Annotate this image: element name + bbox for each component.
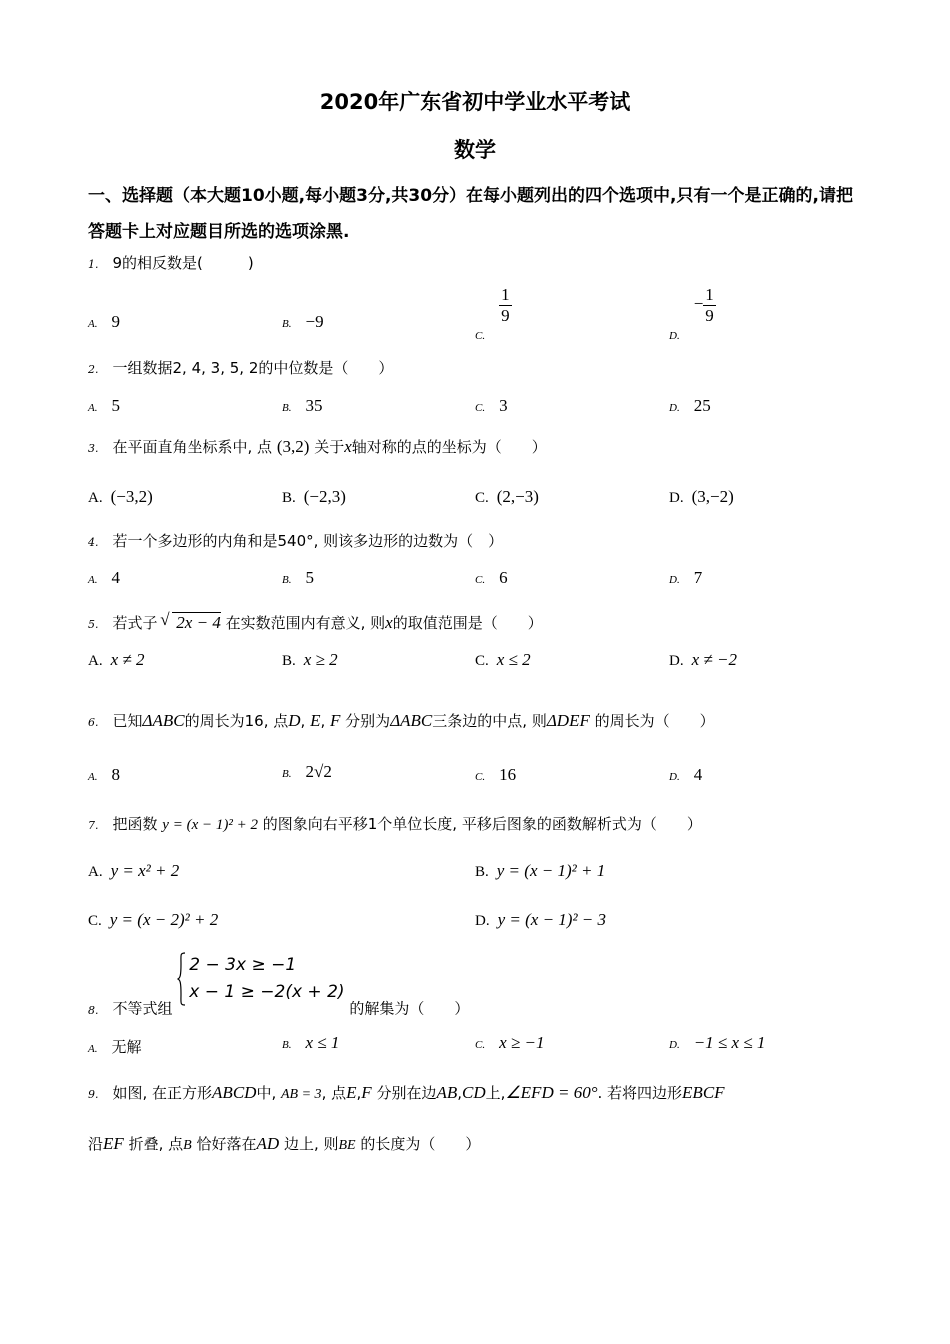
left-brace-icon bbox=[177, 952, 186, 1006]
q6-option-a[interactable]: A. 8 bbox=[88, 765, 120, 784]
q8-option-b[interactable]: B. x ≤ 1 bbox=[282, 1033, 340, 1052]
fraction-neg-one-ninth: $\frac{1}{9}$ bbox=[705, 285, 714, 325]
question-9-line-1: 9. 如图, 在正方形ABCD中, AB = 3, 点E,F 分别在边AB,CD上,∠EFD = 60°. 若将四边形EBCF bbox=[88, 1083, 725, 1102]
fraction-one-ninth: $\frac{1}{9}$ bbox=[501, 285, 510, 325]
q2-option-d[interactable]: D. 25 bbox=[669, 396, 711, 415]
q2-option-b[interactable]: B. 35 bbox=[282, 396, 323, 415]
q1-option-d[interactable]: $_{D.}$− $\frac{1}{9}$ bbox=[669, 285, 714, 342]
question-stem: 9的相反数是( ) bbox=[112, 254, 254, 272]
question-3: 3. 在平面直角坐标系中, 点 (3,2) 关于x轴对称的点的坐标为（ ） bbox=[88, 437, 547, 456]
q5-option-d[interactable]: D. x ≠ −2 bbox=[669, 650, 737, 669]
inequality-system: 2 − 3x ≥ −1 x − 1 ≥ −2(x + 2) bbox=[177, 952, 344, 1006]
q7-option-d[interactable]: D. y = (x − 1)² − 3 bbox=[475, 910, 607, 929]
question-5: 5. 若式子 √ 2x − 4 在实数范围内有意义, 则x的取值范围是（ ） bbox=[88, 610, 543, 632]
q3-option-a[interactable]: A. (−3,2) bbox=[88, 487, 153, 506]
q2-option-a[interactable]: A. 5 bbox=[88, 396, 120, 415]
q3-option-c[interactable]: C. (2,−3) bbox=[475, 487, 539, 506]
q8-option-c[interactable]: C. x ≥ −1 bbox=[475, 1033, 545, 1052]
q1-option-c[interactable]: $_{C.}$ $\frac{1}{9}$ bbox=[475, 285, 510, 342]
q7-option-a[interactable]: A. y = x² + 2 bbox=[88, 861, 180, 880]
question-8: $_{8.}$ 不等式组 2 − 3x ≥ −1 x − 1 ≥ −2(x + 2) 的解集为（ ） bbox=[88, 952, 469, 1019]
q3-option-b[interactable]: B. (−2,3) bbox=[282, 487, 346, 506]
q7-option-c[interactable]: C. y = (x − 2)² + 2 bbox=[88, 910, 219, 929]
question-6: 6. 已知ΔABC的周长为16, 点D, E, F 分别为ΔABC三条边的中点, 则ΔDEF 的周长为（ ） bbox=[88, 711, 715, 730]
question-4: 4. 若一个多边形的内角和是540°, 则该多边形的边数为（ ） bbox=[88, 532, 504, 550]
q8-option-a[interactable]: A. 无解 bbox=[88, 1038, 142, 1056]
exam-title: 2020年广东省初中学业水平考试 bbox=[319, 90, 631, 114]
q6-option-d[interactable]: D. 4 bbox=[669, 765, 703, 784]
q4-option-b[interactable]: B. 5 bbox=[282, 568, 314, 587]
q5-option-b[interactable]: B. x ≥ 2 bbox=[282, 650, 338, 669]
question-9-line-2: 沿EF 折叠, 点B 恰好落在AD 边上, 则BE 的长度为（ ） bbox=[88, 1134, 481, 1153]
question-2: 2. 一组数据2, 4, 3, 5, 2的中位数是（ ） bbox=[88, 359, 394, 377]
q1-option-a[interactable]: A. 9 bbox=[88, 312, 120, 331]
q8-option-d[interactable]: D. −1 ≤ x ≤ 1 bbox=[669, 1033, 766, 1052]
q7-option-b[interactable]: B. y = (x − 1)² + 1 bbox=[475, 861, 606, 880]
q1-option-b[interactable]: B. −9 bbox=[282, 312, 324, 331]
sqrt-expression: √ 2x − 4 bbox=[160, 610, 221, 632]
q2-option-c[interactable]: C. 3 bbox=[475, 396, 508, 415]
q3-option-d[interactable]: D. (3,−2) bbox=[669, 487, 734, 506]
q6-option-b[interactable]: B. 2√2 bbox=[282, 762, 332, 781]
q5-option-a[interactable]: A. x ≠ 2 bbox=[88, 650, 145, 669]
q4-option-a[interactable]: A. 4 bbox=[88, 568, 120, 587]
question-number: 1. bbox=[88, 258, 99, 271]
section-heading: 一、选择题（本大题10小题,每小题3分,共30分）在每小题列出的四个选项中,只有一个是正确的,请把答题卡上对应题目所选的选项涂黑. bbox=[88, 186, 853, 242]
question-7: 7. 把函数 y = (x − 1)² + 2 的图象向右平移1个单位长度, 平移后图象的函数解析式为（ ） bbox=[88, 815, 702, 833]
q4-option-d[interactable]: D. 7 bbox=[669, 568, 703, 587]
q6-option-c[interactable]: C. 16 bbox=[475, 765, 517, 784]
subject-title: 数学 bbox=[454, 138, 496, 162]
question-1 bbox=[88, 252, 254, 273]
q4-option-c[interactable]: C. 6 bbox=[475, 568, 508, 587]
q5-option-c[interactable]: C. x ≤ 2 bbox=[475, 650, 531, 669]
